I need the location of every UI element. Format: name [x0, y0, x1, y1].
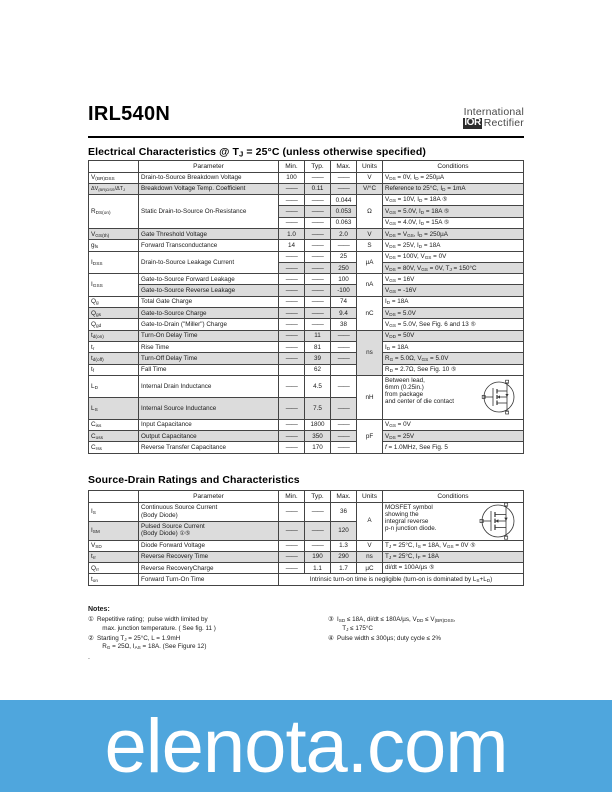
col-min: Min. — [279, 161, 305, 173]
table-row — [89, 419, 524, 430]
mosfet-body-diode-symbol-icon — [474, 499, 520, 543]
row-parameter: Turn-On Delay Time — [139, 330, 279, 341]
row-typ: —— — [305, 251, 331, 262]
row-parameter: Gate Threshold Voltage — [139, 228, 279, 239]
row-units: ns — [357, 551, 383, 562]
row-parameter: Drain-to-Source Leakage Current — [139, 251, 279, 274]
table-row — [89, 574, 524, 585]
electrical-characteristics-heading: Electrical Characteristics @ $T_J = 25^\circ C$ (unless otherwise specified) — [88, 146, 426, 159]
row-parameter: Breakdown Voltage Temp. Coefficient — [139, 183, 279, 194]
param-line-2: (Body Diode) ①⑤ — [141, 530, 191, 538]
note-text: Pulse width ≤ 300µs; duty cycle ≤ 2% — [337, 634, 441, 642]
row-units: nA — [357, 274, 383, 297]
row-max: —— — [331, 353, 357, 364]
row-conditions: f = 1.0MHz, See Fig. 5 — [383, 442, 524, 453]
row-min: —— — [279, 521, 305, 540]
row-parameter: Drain-to-Source Breakdown Voltage — [139, 172, 279, 183]
row-units: V — [357, 172, 383, 183]
row-parameter — [139, 502, 279, 521]
source-drain-ratings-heading: Source-Drain Ratings and Characteristics — [88, 474, 300, 486]
row-units: Ω — [357, 195, 383, 229]
col-units: Units — [357, 491, 383, 503]
row-symbol: $Q_g$ — [89, 296, 139, 307]
param-line-1: Continuous Source Current — [141, 504, 218, 512]
condition-line-4: and center of die contact — [385, 397, 454, 405]
table-row — [89, 442, 524, 453]
table-row — [89, 251, 524, 262]
row-typ: 170 — [305, 442, 331, 453]
notes-column-right — [306, 616, 524, 661]
row-parameter: Output Capacitance — [139, 431, 279, 442]
row-symbol: $t_{d(on)}$ — [89, 330, 139, 341]
row-typ: —— — [305, 521, 331, 540]
row-conditions: $V_{DS} = 100V$, $V_{GS} = 0V$ — [383, 251, 524, 262]
row-parameter: Gate-to-Source Forward Leakage — [139, 274, 279, 285]
row-max: 1.3 — [331, 540, 357, 551]
row-max: —— — [331, 341, 357, 352]
row-min: —— — [279, 308, 305, 319]
row-parameter: Diode Forward Voltage — [139, 540, 279, 551]
table-row — [89, 551, 524, 562]
condition-line-2: showing the — [385, 510, 419, 518]
electrical-characteristics-table — [88, 160, 524, 454]
table-row — [89, 330, 524, 341]
note-text: $I_{SD} \le 18A$, di/dt ≤ 180A/µs, $V_{DD} \le V_{(BR)DSS}$, $T_J \le 175^\circ C$ — [337, 616, 456, 632]
row-max: —— — [331, 397, 357, 419]
row-typ: —— — [305, 206, 331, 217]
row-conditions: $V_{DS} = 80V$, $V_{GS} = 0V$, $T_J = 150^\circ C$ — [383, 262, 524, 273]
row-parameter: Reverse Recovery Time — [139, 551, 279, 562]
row-units: V — [357, 540, 383, 551]
table-row — [89, 431, 524, 442]
row-parameter: Fall Time — [139, 364, 279, 375]
table-row — [89, 240, 524, 251]
row-parameter: Internal Source Inductance — [139, 397, 279, 419]
row-max: —— — [331, 442, 357, 453]
row-parameter: Turn-Off Delay Time — [139, 353, 279, 364]
row-symbol: $C_{rss}$ — [89, 442, 139, 453]
row-symbol: $V_{(BR)DSS}$ — [89, 172, 139, 183]
note-marker: ① — [88, 616, 94, 623]
note-marker: ② — [88, 634, 94, 642]
row-typ: —— — [305, 308, 331, 319]
row-min: —— — [279, 341, 305, 352]
row-parameter: Gate-to-Drain ("Miller") Charge — [139, 319, 279, 330]
row-conditions: $T_J = 25^\circ C$, $I_S = 18A$, $V_{GS} = 0V$ ⑤ — [383, 540, 524, 551]
table-row — [89, 563, 524, 574]
row-units: ns — [357, 330, 383, 375]
row-parameter: Total Gate Charge — [139, 296, 279, 307]
international-rectifier-logo — [463, 107, 524, 129]
row-typ: 11 — [305, 330, 331, 341]
row-symbol: $t_{on}$ — [89, 574, 139, 585]
row-min: —— — [279, 206, 305, 217]
row-max: 2.0 — [331, 228, 357, 239]
row-conditions: Reference to 25°C, $I_D = 1mA$ — [383, 183, 524, 194]
note-text: Repetitive rating; pulse width limited by max. junction temperature. ( See fig. 11 ) — [97, 616, 216, 632]
row-conditions: $V_{DS} = 5.0V$ — [383, 308, 524, 319]
row-symbol: $V_{SD}$ — [89, 540, 139, 551]
stray-period: . — [88, 653, 90, 661]
table-header-row — [89, 161, 524, 173]
row-max: -100 — [331, 285, 357, 296]
col-conditions: Conditions — [383, 491, 524, 503]
header-divider — [88, 136, 524, 138]
row-min — [279, 364, 305, 375]
param-line-1: Pulsed Source Current — [141, 523, 205, 530]
row-units: V — [357, 228, 383, 239]
row-min: —— — [279, 397, 305, 419]
row-min: 1.0 — [279, 228, 305, 239]
row-min: —— — [279, 183, 305, 194]
row-max: 100 — [331, 274, 357, 285]
col-max: Max. — [331, 161, 357, 173]
row-symbol: $Q_{rr}$ — [89, 563, 139, 574]
row-typ: 62 — [305, 364, 331, 375]
row-conditions — [383, 502, 524, 540]
col-symbol — [89, 491, 139, 503]
row-typ: 39 — [305, 353, 331, 364]
row-symbol: $R_{DS(on)}$ — [89, 195, 139, 229]
note-item — [328, 616, 524, 633]
row-conditions: $V_{GS} = 5.0V$, $I_D = 18A$ ⑤ — [383, 206, 524, 217]
row-typ: —— — [305, 172, 331, 183]
row-conditions: $V_{GS} = 4.0V$, $I_D = 15A$ ⑤ — [383, 217, 524, 228]
row-max: 36 — [331, 502, 357, 521]
note-marker: ④ — [328, 634, 334, 642]
row-typ: —— — [305, 285, 331, 296]
row-parameter: Input Capacitance — [139, 419, 279, 430]
row-symbol: $t_{d(off)}$ — [89, 353, 139, 364]
condition-line-3: from package — [385, 390, 424, 398]
table-row — [89, 364, 524, 375]
row-max: —— — [331, 431, 357, 442]
row-symbol: $L_S$ — [89, 397, 139, 419]
row-symbol: $t_{rr}$ — [89, 551, 139, 562]
col-typ: Typ. — [305, 161, 331, 173]
row-max: 120 — [331, 521, 357, 540]
table-row — [89, 195, 524, 206]
row-typ: 7.5 — [305, 397, 331, 419]
row-min: 14 — [279, 240, 305, 251]
row-min: —— — [279, 540, 305, 551]
row-units: S — [357, 240, 383, 251]
row-typ: —— — [305, 296, 331, 307]
row-conditions: $V_{DS} = V_{GS}$, $I_D = 250\mu A$ — [383, 228, 524, 239]
row-parameter: Gate-to-Source Charge — [139, 308, 279, 319]
table-row — [89, 228, 524, 239]
row-max: 290 — [331, 551, 357, 562]
row-symbol: $I_{GSS}$ — [89, 274, 139, 297]
row-conditions: di/dt = 100A/µs ⑤ — [383, 563, 524, 574]
row-typ: —— — [305, 502, 331, 521]
watermark-text: elenota.com — [104, 703, 508, 789]
row-symbol: $\Delta V_{(BR)DSS}/\Delta T_J$ — [89, 183, 139, 194]
row-conditions: $R_D = 2.7\Omega$, See Fig. 10 ⑤ — [383, 364, 524, 375]
col-symbol — [89, 161, 139, 173]
col-max: Max. — [331, 491, 357, 503]
mosfet-symbol-icon — [476, 376, 520, 418]
row-units: A — [357, 502, 383, 540]
row-max: 9.4 — [331, 308, 357, 319]
table-row — [89, 274, 524, 285]
row-typ: —— — [305, 274, 331, 285]
param-line-2: (Body Diode) — [141, 511, 178, 519]
row-typ: —— — [305, 195, 331, 206]
row-symbol: $C_{oss}$ — [89, 431, 139, 442]
row-units: µC — [357, 563, 383, 574]
row-typ: —— — [305, 228, 331, 239]
row-conditions: $V_{GS} = 16V$ — [383, 274, 524, 285]
row-min: —— — [279, 319, 305, 330]
row-max: —— — [331, 375, 357, 397]
row-typ: —— — [305, 240, 331, 251]
row-symbol: $t_f$ — [89, 364, 139, 375]
row-min: —— — [279, 330, 305, 341]
table-row — [89, 172, 524, 183]
table-row — [89, 353, 524, 364]
row-symbol: $Q_{gd}$ — [89, 319, 139, 330]
col-conditions: Conditions — [383, 161, 524, 173]
row-units: nC — [357, 296, 383, 330]
condition-line-1: MOSFET symbol — [385, 503, 433, 511]
row-min: —— — [279, 195, 305, 206]
row-units: V/°C — [357, 183, 383, 194]
logo-badge: IOR — [464, 117, 481, 129]
row-conditions: $V_{GS} = 5.0V$, See Fig. 6 and 13 ⑤ — [383, 319, 524, 330]
row-span-note: Intrinsic turn-on time is negligible (turn-on is dominated by $L_S+L_D$) — [279, 574, 524, 585]
row-typ: 1.1 — [305, 563, 331, 574]
table-row — [89, 502, 524, 521]
row-parameter: Gate-to-Source Reverse Leakage — [139, 285, 279, 296]
source-drain-table — [88, 490, 524, 586]
row-max — [331, 364, 357, 375]
logo-line-1: International — [463, 106, 524, 118]
row-typ: —— — [305, 262, 331, 273]
note-text: Starting $T_J = 25^\circ C$, L = 1.9mH $R_G = 25\Omega$, $I_{AS} = 18A$. (See Figure 12) — [97, 634, 207, 651]
note-item — [88, 616, 306, 633]
row-conditions: $T_J = 25^\circ C$, $I_F = 18A$ — [383, 551, 524, 562]
condition-line-1: Between lead, — [385, 376, 425, 384]
row-typ: 0.11 — [305, 183, 331, 194]
row-conditions — [383, 375, 524, 419]
row-min: —— — [279, 296, 305, 307]
table-row — [89, 183, 524, 194]
row-min: —— — [279, 251, 305, 262]
row-typ: —— — [305, 319, 331, 330]
row-typ: 81 — [305, 341, 331, 352]
note-marker: ③ — [328, 616, 334, 623]
row-conditions: $V_{DS} = 0V$, $I_D = 250\mu A$ — [383, 172, 524, 183]
row-min: —— — [279, 563, 305, 574]
row-symbol: $g_{fs}$ — [89, 240, 139, 251]
condition-line-2: 6mm (0.25in.) — [385, 383, 424, 391]
row-max: 1.7 — [331, 563, 357, 574]
row-conditions: $V_{DD} = 50V$ — [383, 330, 524, 341]
row-min: —— — [279, 274, 305, 285]
condition-line-4: p-n junction diode. — [385, 524, 437, 532]
notes-column-left — [88, 616, 306, 661]
row-conditions: $V_{GS} = 10V$, $I_D = 18A$ ⑤ — [383, 195, 524, 206]
row-conditions: $V_{GS} = 0V$ — [383, 419, 524, 430]
row-symbol: $I_{DSS}$ — [89, 251, 139, 274]
table-row — [89, 296, 524, 307]
row-symbol: $I_S$ — [89, 502, 139, 521]
note-item — [328, 635, 524, 644]
row-min: —— — [279, 551, 305, 562]
row-min: 100 — [279, 172, 305, 183]
row-conditions: $R_G = 5.0\Omega$, $V_{GS} = 5.0V$ — [383, 353, 524, 364]
table-header-row — [89, 491, 524, 503]
row-conditions: $I_D = 18A$ — [383, 341, 524, 352]
row-min: —— — [279, 502, 305, 521]
col-parameter: Parameter — [139, 161, 279, 173]
table-row — [89, 319, 524, 330]
col-typ: Typ. — [305, 491, 331, 503]
row-max: 0.053 — [331, 206, 357, 217]
row-max: —— — [331, 183, 357, 194]
table-row — [89, 375, 524, 397]
row-typ: 1800 — [305, 419, 331, 430]
row-symbol: $C_{iss}$ — [89, 419, 139, 430]
row-conditions: $I_D = 18A$ — [383, 296, 524, 307]
row-typ: 4.5 — [305, 375, 331, 397]
row-max: —— — [331, 240, 357, 251]
row-units: pF — [357, 419, 383, 453]
row-min: —— — [279, 442, 305, 453]
row-symbol: $I_{SM}$ — [89, 521, 139, 540]
row-min: —— — [279, 262, 305, 273]
notes-section — [88, 606, 524, 661]
row-min: —— — [279, 353, 305, 364]
table-row — [89, 308, 524, 319]
table-row — [89, 540, 524, 551]
row-min: —— — [279, 431, 305, 442]
row-min: —— — [279, 375, 305, 397]
notes-title: Notes: — [88, 606, 110, 613]
table-row — [89, 285, 524, 296]
table-row — [89, 341, 524, 352]
note-item — [88, 635, 306, 652]
col-parameter: Parameter — [139, 491, 279, 503]
col-min: Min. — [279, 491, 305, 503]
col-units: Units — [357, 161, 383, 173]
row-parameter: Reverse Transfer Capacitance — [139, 442, 279, 453]
row-max: 74 — [331, 296, 357, 307]
condition-line-3: integral reverse — [385, 517, 429, 525]
row-conditions: $V_{DS} = 25V$ — [383, 431, 524, 442]
part-number-title: IRL540N — [88, 103, 171, 125]
row-max: 0.044 — [331, 195, 357, 206]
row-max: —— — [331, 419, 357, 430]
logo-line-2: Rectifier — [483, 117, 524, 130]
row-conditions: $V_{DS} = 25V$, $I_D = 18A$ — [383, 240, 524, 251]
row-units: nH — [357, 375, 383, 419]
row-min: —— — [279, 285, 305, 296]
row-parameter: Reverse RecoveryCharge — [139, 563, 279, 574]
row-parameter: Internal Drain Inductance — [139, 375, 279, 397]
row-min: —— — [279, 419, 305, 430]
row-max: 0.063 — [331, 217, 357, 228]
row-min: —— — [279, 217, 305, 228]
row-symbol: $L_D$ — [89, 375, 139, 397]
row-max: —— — [331, 172, 357, 183]
row-typ: —— — [305, 540, 331, 551]
row-parameter: Forward Turn-On Time — [139, 574, 279, 585]
row-units: µA — [357, 251, 383, 274]
row-typ: 350 — [305, 431, 331, 442]
row-max: 250 — [331, 262, 357, 273]
row-max: —— — [331, 330, 357, 341]
row-symbol: $V_{GS(th)}$ — [89, 228, 139, 239]
row-symbol: $Q_{gs}$ — [89, 308, 139, 319]
row-typ: 190 — [305, 551, 331, 562]
row-conditions: $V_{GS} = -16V$ — [383, 285, 524, 296]
row-parameter: Rise Time — [139, 341, 279, 352]
row-parameter: Forward Transconductance — [139, 240, 279, 251]
row-parameter — [139, 521, 279, 540]
row-symbol: $t_r$ — [89, 341, 139, 352]
row-parameter: Static Drain-to-Source On-Resistance — [139, 195, 279, 229]
row-max: 38 — [331, 319, 357, 330]
row-max: 25 — [331, 251, 357, 262]
row-typ: —— — [305, 217, 331, 228]
